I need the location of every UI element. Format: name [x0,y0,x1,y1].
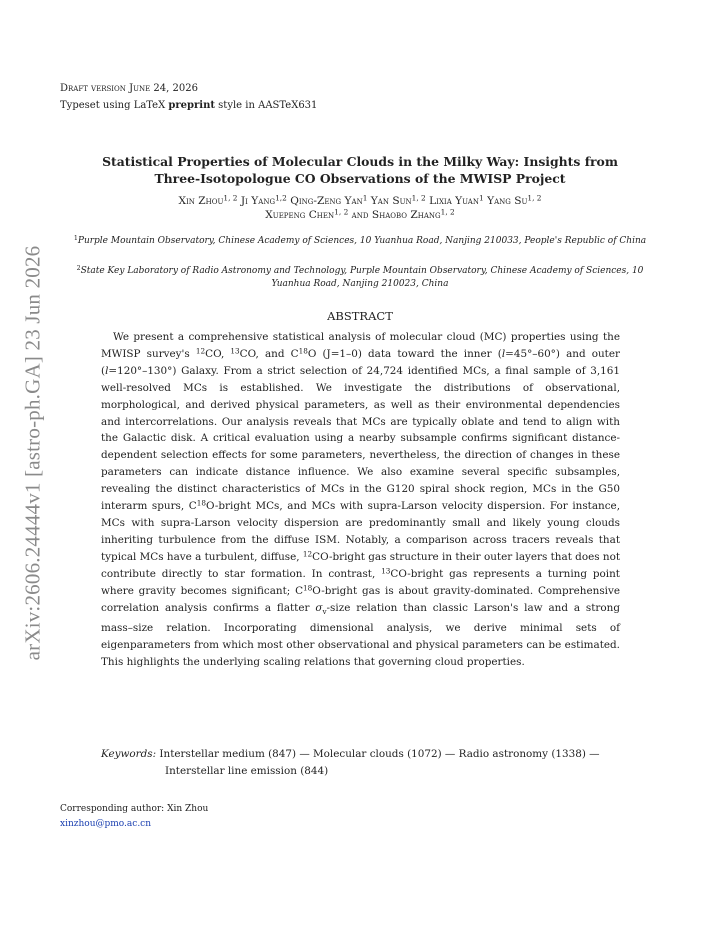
keywords-label: Keywords: [101,748,157,760]
keywords-text: Interstellar medium (847) — Molecular clouds (1072) — Radio astronomy (1338) — Interstellar line emission (844) [159,748,600,777]
draft-version: Draft version June 24, 2026 [60,83,198,94]
corresponding-author-label: Corresponding author: Xin Zhou [60,804,209,814]
author-name: Shaobo Zhang [371,209,441,221]
author-affiliation-mark: 1, 2 [527,193,542,203]
arxiv-identifier: arXiv:2606.24444v1 [astro-ph.GA] 23 Jun 2026 [20,245,45,661]
author-name: Yan Sun [370,195,412,207]
typeset-line: Typeset using LaTeX preprint style in AASTeX631 [60,100,318,111]
author-affiliation-mark: 1, 2 [223,193,238,203]
author-affiliation-mark: 1, 2 [440,207,455,217]
typeset-style: preprint [168,100,215,111]
abstract-body [101,329,620,671]
affiliation-2: $^2$State Key Laboratory of Radio Astronomy and Technology, Purple Mountain Observatory, Chinese Academy of Sciences, 10 Yuanhua Road, Nanjing 210023, China [76,264,644,289]
affiliation-1: $^1$Purple Mountain Observatory, Chinese Academy of Sciences, 10 Yuanhua Road, Nanjing 210033, People's Republic of China [73,234,647,246]
author-name: Xuepeng Chen [265,209,335,221]
author-name: Lixia Yuan [429,195,479,207]
abstract-heading: ABSTRACT [327,309,393,323]
author-name: Qing-Zeng Yan [290,195,363,207]
author-affiliation-mark: 1, 2 [334,207,349,217]
author-name: Yang Su [487,195,528,207]
author-affiliation-mark: 1, 2 [411,193,426,203]
latex-logo: LaTeX [133,100,166,111]
author-name: Xin Zhou [178,195,224,207]
paper-title: Statistical Properties of Molecular Clouds in the Milky Way: Insights from Three-Isotopologue CO Observations of the MWISP Project [102,154,618,186]
abstract-paragraph: We present a comprehensive statistical analysis of molecular cloud (MC) properties using the MWISP survey's $^{12}$CO, $^{13}$CO, and $C^{18}O$ (J=1–0) data toward the inner (l=45°–60°) and outer (l=120°–130°) Galaxy. From a strict selection of 24,724 identified MCs, a final sample of 3,161 well-resolved MCs is established. We investigate the distributions of observational, morphological, and derived physical parameters, as well as their environmental dependencies and intercorrelations. Our analysis reveals that MCs are typically oblate and tend to align with the Galactic disk. A critical evaluation using a nearby subsample confirms significant distance-dependent selection effects for some parameters, nevertheless, the direction of changes in these parameters can indicate distance influence. We also examine several specific subsamples, revealing the distinct characteristics of MCs in the G120 spiral shock region, MCs in the G50 interarm spurs, $C^{18}O$-bright MCs, and MCs with supra-Larson velocity dispersion. For instance, MCs with supra-Larson velocity dispersion are predominantly small and likely young clouds inheriting turbulence from the diffuse ISM. Notably, a comparison across tracers reveals that typical MCs have a turbulent, diffuse, $^{12}$CO-bright gas structure in their outer layers that does not contribute directly to star formation. In contrast, $^{13}$CO-bright gas represents a turning point where gravity becomes significant; $C^{18}O$-bright gas is about gravity-dominated. Comprehensive correlation analysis confirms a flatter $\sigma_v$-size relation than classic Larson's law and a strong mass–size relation. Incorporating dimensional analysis, we derive minimal sets of eigenparameters from which most other observational and physical parameters can be estimated. This highlights the underlying scaling relations that governing cloud properties. [101,331,621,669]
corresponding-author [60,802,208,832]
author-affiliation-mark: 1 [478,193,484,203]
author-list: Xin Zhou$^{1, 2}$ Ji Yang$^{1,2}$ Qing-Zeng Yan$^1$ Yan Sun$^{1, 2}$ Lixia Yuan$^1$ Yang Su$^{1, 2}$ Xuepeng Chen$^{1, 2}$ and Shaobo Zhang$^{1, 2}$ [178,193,542,221]
page-header [60,80,317,114]
email-link[interactable]: xinzhou@pmo.ac.cn [60,819,152,829]
author-name: Ji Yang [240,195,276,207]
author-affiliation-mark: 1 [362,193,368,203]
keywords [101,746,620,780]
author-affiliation-mark: 1,2 [275,193,287,203]
